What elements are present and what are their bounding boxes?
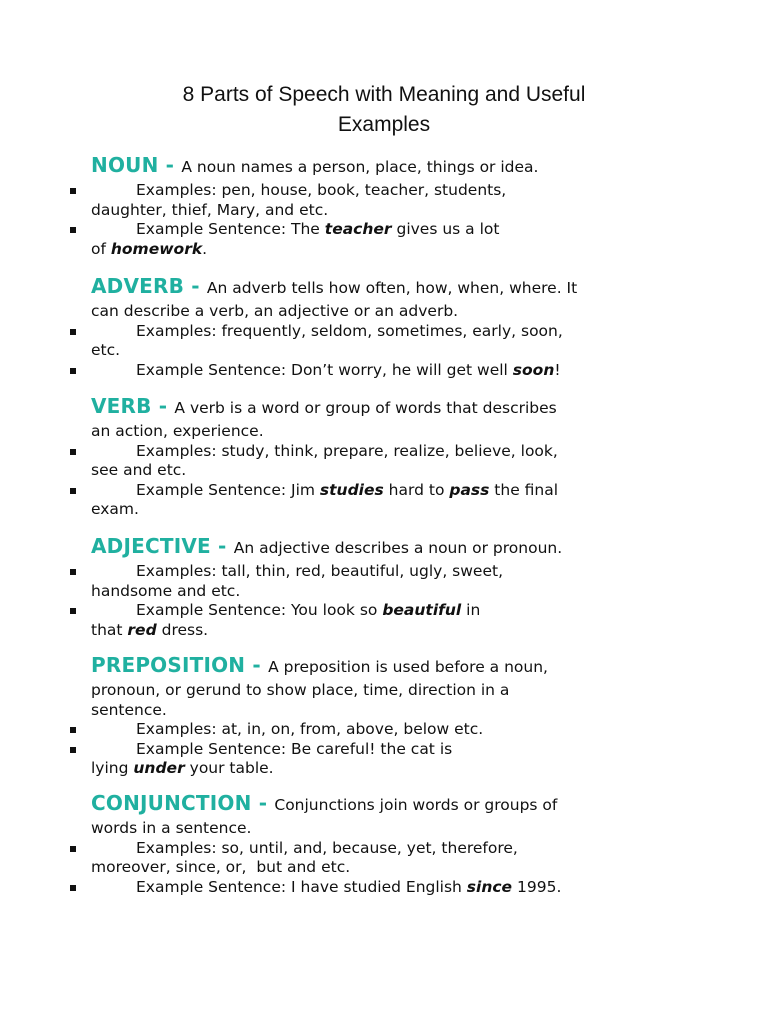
- examples-line: [0, 442, 768, 461]
- examples-text: etc.: [91, 341, 121, 359]
- highlighted-word: soon: [512, 360, 555, 379]
- examples-text: Examples: pen, house, book, teacher, students,: [136, 181, 507, 199]
- highlighted-word: under: [133, 759, 185, 777]
- bullet-icon: [70, 846, 76, 852]
- sentence-text: Example Sentence: The: [136, 220, 325, 238]
- examples-line: [0, 839, 768, 858]
- term-heading: ADVERB -: [91, 274, 207, 298]
- sentence-text: Example Sentence: Be careful! the cat is: [136, 739, 453, 758]
- bullet-icon: [70, 727, 76, 733]
- page-title: [0, 80, 768, 140]
- definition-line: [0, 393, 768, 419]
- highlighted-word: red: [127, 620, 157, 639]
- sentence-text: that: [91, 620, 128, 639]
- definition-continuation: pronoun, or gerund to show place, time, direction in a: [91, 681, 510, 699]
- sentence-text: your table.: [184, 759, 274, 777]
- definition-text: An adjective describes a noun or pronoun.: [233, 539, 563, 557]
- highlighted-word: beautiful: [382, 601, 462, 619]
- bullet-icon: [70, 329, 76, 335]
- bullet-icon: [70, 885, 76, 891]
- definition-text: An adverb tells how often, how, when, where. It: [206, 279, 578, 297]
- example-sentence-continuation: [0, 759, 768, 778]
- example-sentence-continuation: [0, 240, 768, 259]
- bullet-icon: [70, 227, 76, 233]
- definition-text: A preposition is used before a noun,: [268, 658, 548, 676]
- highlighted-word: homework: [110, 239, 203, 258]
- example-sentence-line: [0, 220, 768, 239]
- bullet-icon: [70, 188, 76, 194]
- example-sentence-continuation: [0, 500, 768, 519]
- sentence-text: Example Sentence: You look so: [136, 601, 383, 619]
- sentence-text: lying: [91, 759, 134, 777]
- definition-line: [0, 652, 768, 678]
- examples-text: moreover, since, or, but and etc.: [91, 858, 351, 876]
- definition-text: Conjunctions join words or groups of: [274, 796, 558, 814]
- highlighted-word: pass: [449, 480, 490, 499]
- term-heading: NOUN -: [91, 153, 182, 177]
- example-sentence-line: [0, 878, 768, 897]
- sentence-text: Example Sentence: Don’t worry, he will get well: [136, 360, 513, 379]
- definition-line: [0, 273, 768, 299]
- highlighted-word: teacher: [324, 220, 392, 238]
- term-heading: ADJECTIVE -: [91, 534, 234, 558]
- sentence-text: !: [554, 360, 561, 379]
- example-sentence-line: [0, 601, 768, 620]
- sentence-text: of: [91, 239, 111, 258]
- definition-line: [0, 790, 768, 816]
- bullet-icon: [70, 368, 76, 374]
- sentence-text: Example Sentence: Jim: [136, 480, 320, 499]
- bullet-icon: [70, 608, 76, 614]
- sentence-text: .: [202, 239, 208, 258]
- highlighted-word: studies: [319, 480, 384, 499]
- examples-continuation: [0, 461, 768, 480]
- definition-continuation: sentence.: [91, 700, 167, 719]
- definition-continuation: words in a sentence.: [91, 819, 252, 837]
- highlighted-word: since: [466, 877, 513, 896]
- examples-text: see and etc.: [91, 461, 187, 479]
- term-heading: CONJUNCTION -: [91, 791, 275, 815]
- example-sentence-line: [0, 481, 768, 500]
- examples-text: handsome and etc.: [91, 581, 241, 600]
- example-sentence-line: [0, 740, 768, 759]
- examples-text: Examples: study, think, prepare, realize, believe, look,: [136, 441, 558, 460]
- examples-text: Examples: at, in, on, from, above, below etc.: [136, 720, 484, 738]
- example-sentence-line: [0, 361, 768, 380]
- definition-continuation: an action, experience.: [91, 422, 264, 440]
- term-heading: PREPOSITION -: [91, 653, 269, 677]
- definition-text: A noun names a person, place, things or idea.: [181, 158, 539, 176]
- examples-line: [0, 322, 768, 341]
- examples-continuation: [0, 201, 768, 220]
- examples-line: [0, 720, 768, 739]
- bullet-icon: [70, 449, 76, 455]
- definition-text: A verb is a word or group of words that describes: [174, 399, 557, 417]
- examples-continuation: [0, 858, 768, 877]
- sentence-text: the final: [489, 480, 559, 499]
- title-line: Examples: [337, 113, 431, 136]
- sentence-text: dress.: [156, 620, 209, 639]
- definition-continuation: can describe a verb, an adjective or an adverb.: [91, 302, 459, 320]
- sentence-text: exam.: [91, 500, 139, 518]
- sentence-text: 1995.: [512, 877, 562, 896]
- examples-line: [0, 181, 768, 200]
- examples-continuation: [0, 341, 768, 360]
- definition-line: [0, 152, 768, 178]
- sentence-text: gives us a lot: [391, 220, 500, 238]
- examples-continuation: [0, 582, 768, 601]
- examples-text: daughter, thief, Mary, and etc.: [91, 200, 329, 219]
- definition-line: [0, 533, 768, 559]
- bullet-icon: [70, 488, 76, 494]
- term-heading: VERB -: [91, 394, 175, 418]
- sentence-text: Example Sentence: I have studied English: [136, 877, 467, 896]
- examples-text: Examples: frequently, seldom, sometimes, early, soon,: [136, 321, 563, 340]
- sentence-text: in: [461, 601, 481, 619]
- sentence-text: hard to: [383, 480, 450, 499]
- examples-line: [0, 562, 768, 581]
- title-line: 8 Parts of Speech with Meaning and Useful: [182, 83, 586, 106]
- example-sentence-continuation: [0, 621, 768, 640]
- examples-text: Examples: so, until, and, because, yet, therefore,: [136, 838, 518, 857]
- examples-text: Examples: tall, thin, red, beautiful, ugly, sweet,: [136, 562, 504, 580]
- bullet-icon: [70, 747, 76, 753]
- bullet-icon: [70, 569, 76, 575]
